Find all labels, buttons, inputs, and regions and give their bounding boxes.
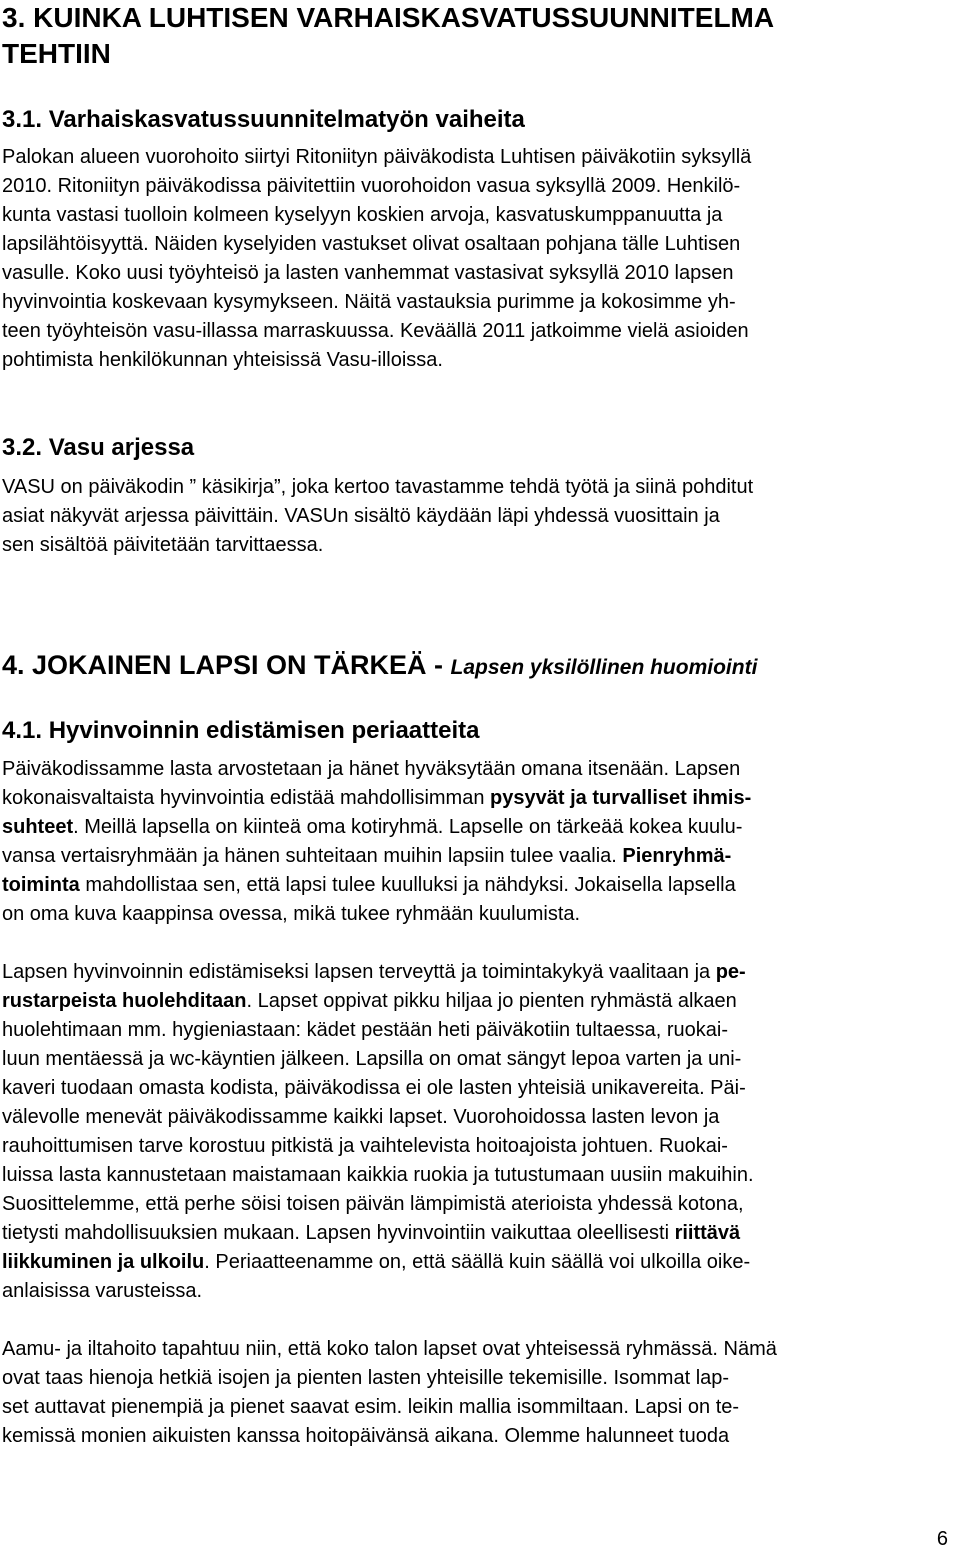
text-line [2, 958, 954, 987]
text-run: mahdollistaa sen, että lapsi tulee kuulluksi ja nähdyksi. Jokaisella lapsella [79, 874, 736, 896]
text-line: pohtimista henkilökunnan yhteisissä Vasu-illoissa. [2, 349, 443, 371]
text-line [2, 1219, 954, 1248]
text-run: välevolle menevät päiväkodissamme kaikki lapset. Vuorohoidossa lasten levon ja [2, 1106, 720, 1128]
chapter-3-title-line-2: TEHTIIN [2, 38, 111, 69]
text-run: tietysti mahdollisuuksien mukaan. Lapsen hyvinvointiin vaikuttaa oleellisesti [2, 1222, 675, 1244]
text-line [2, 871, 954, 900]
bold-text: Pienryhmä- [622, 845, 732, 867]
text-run: . Meillä lapsella on kiinteä oma kotiryhmä. Lapselle on tärkeää kokea kuulu- [73, 816, 743, 838]
text-line [2, 1045, 954, 1074]
bold-text: suhteet [2, 816, 74, 838]
text-line: asiat näkyvät arjessa päivittäin. VASUn sisältö käydään läpi yhdessä vuosittain ja [2, 505, 720, 527]
text-line [2, 1364, 954, 1393]
text-line [2, 1248, 954, 1277]
text-line [2, 1132, 954, 1161]
text-line [2, 1422, 954, 1451]
text-run: . Lapset oppivat pikku hiljaa jo pienten ryhmästä alkaen [246, 990, 737, 1012]
page-number: 6 [936, 1528, 948, 1550]
text-line: lapsilähtöisyyttä. Näiden kyselyiden vastukset olivat osaltaan pohjana tälle Luhtisen [2, 233, 741, 255]
section-3-1-paragraph [2, 143, 954, 375]
text-line [2, 1277, 954, 1306]
chapter-3-title-line-1: 3. KUINKA LUHTISEN VARHAISKASVATUSSUUNNITELMA [2, 2, 775, 33]
text-run: vansa vertaisryhmään ja hänen suhteitaan muihin lapsiin tulee vaalia. [2, 845, 623, 867]
chapter-4-title-main: 4. JOKAINEN LAPSI ON TÄRKEÄ - [2, 650, 451, 680]
text-line [2, 842, 954, 871]
text-line [2, 813, 954, 842]
text-line [2, 900, 954, 929]
text-run: rauhoittumisen tarve korostuu pitkistä ja vaihtelevista hoitoajoista johtuen. Ruokai- [2, 1135, 728, 1157]
text-run: Aamu- ja iltahoito tapahtuu niin, että koko talon lapset ovat yhteisessä ryhmässä. Nämä [2, 1338, 777, 1360]
text-line: Palokan alueen vuorohoito siirtyi Ritoniityn päiväkodista Luhtisen päiväkotiin syksyllä [2, 146, 752, 168]
text-run: . Periaatteenamme on, että säällä kuin säällä voi ulkoilla oike- [204, 1251, 751, 1273]
text-run: kaveri tuodaan omasta kodista, päiväkodissa ei ole lasten yhteisiä unikavereita. Päi- [2, 1077, 746, 1099]
text-line: hyvinvointia koskevaan kysymykseen. Näitä vastauksia purimme ja kokosimme yh- [2, 291, 736, 313]
text-line [2, 784, 954, 813]
text-run: Päiväkodissamme lasta arvostetaan ja hänet hyväksytään omana itsenään. Lapsen [2, 758, 741, 780]
bold-text: rustarpeista huolehditaan [2, 990, 247, 1012]
section-3-1-heading: 3.1. Varhaiskasvatussuunnitelmatyön vaiheita [2, 106, 525, 133]
text-line [2, 1190, 954, 1219]
section-4-1-paragraph-3 [2, 1335, 954, 1451]
text-line: kunta vastasi tuolloin kolmeen kyselyyn koskien arvoja, kasvatuskumppanuutta ja [2, 204, 723, 226]
bold-text: toiminta [2, 874, 80, 896]
text-run: set auttavat pienempiä ja pienet saavat esim. leikin mallia isommiltaan. Lapsi on te- [2, 1396, 740, 1418]
section-4-1-paragraph-2 [2, 958, 954, 1306]
text-run: on oma kuva kaappinsa ovessa, mikä tukee ryhmään kuulumista. [2, 903, 581, 925]
text-run: Suosittelemme, että perhe söisi toisen päivän lämpimistä aterioista yhdessä kotona, [2, 1193, 744, 1215]
section-4-1-heading: 4.1. Hyvinvoinnin edistämisen periaatteita [2, 717, 480, 744]
text-line [2, 1393, 954, 1422]
section-3-2-paragraph [2, 473, 954, 560]
text-line: vasulle. Koko uusi työyhteisö ja lasten vanhemmat vastasivat syksyllä 2010 lapsen [2, 262, 734, 284]
text-line [2, 1016, 954, 1045]
section-3-2-heading: 3.2. Vasu arjessa [2, 434, 195, 461]
bold-text: pysyvät ja turvalliset ihmis- [490, 787, 752, 809]
text-run: kokonaisvaltaista hyvinvointia edistää mahdollisimman [2, 787, 491, 809]
text-line [2, 1103, 954, 1132]
chapter-4-subtitle: Lapsen yksilöllinen huomiointi [450, 656, 758, 679]
section-4-1-paragraph-1 [2, 755, 954, 929]
bold-text: riittävä [674, 1222, 741, 1244]
text-line [2, 1161, 954, 1190]
text-run: anlaisissa varusteissa. [2, 1280, 203, 1302]
text-run: huolehtimaan mm. hygieniastaan: kädet pestään heti päiväkotiin tultaessa, ruokai- [2, 1019, 728, 1041]
chapter-4-title [2, 647, 757, 686]
text-line: VASU on päiväkodin ” käsikirja”, joka kertoo tavastamme tehdä työtä ja siinä pohditut [2, 476, 754, 498]
text-run: luun mentäessä ja wc-käyntien jälkeen. Lapsilla on omat sängyt lepoa varten ja uni- [2, 1048, 742, 1070]
bold-text: liikkuminen ja ulkoilu [2, 1251, 205, 1273]
text-line: 2010. Ritoniityn päiväkodissa päivitettiin vuorohoidon vasua syksyllä 2009. Henkilö- [2, 175, 741, 197]
text-line [2, 1074, 954, 1103]
text-run: ovat taas hienoja hetkiä isojen ja pienten lasten yhteisille tekemisille. Isommat lap- [2, 1367, 730, 1389]
text-line [2, 987, 954, 1016]
bold-text: pe- [715, 961, 746, 983]
text-line [2, 755, 954, 784]
text-line: sen sisältöä päivitetään tarvittaessa. [2, 534, 324, 556]
text-run: Lapsen hyvinvoinnin edistämiseksi lapsen terveyttä ja toimintakykyä vaalitaan ja [2, 961, 716, 983]
text-run: luissa lasta kannustetaan maistamaan kaikkia ruokia ja tutustumaan uusiin makuihin. [2, 1164, 754, 1186]
text-run: kemissä monien aikuisten kanssa hoitopäivänsä aikana. Olemme halunneet tuoda [2, 1425, 730, 1447]
text-line: teen työyhteisön vasu-illassa marraskuussa. Keväällä 2011 jatkoimme vielä asioiden [2, 320, 749, 342]
text-line [2, 1335, 954, 1364]
